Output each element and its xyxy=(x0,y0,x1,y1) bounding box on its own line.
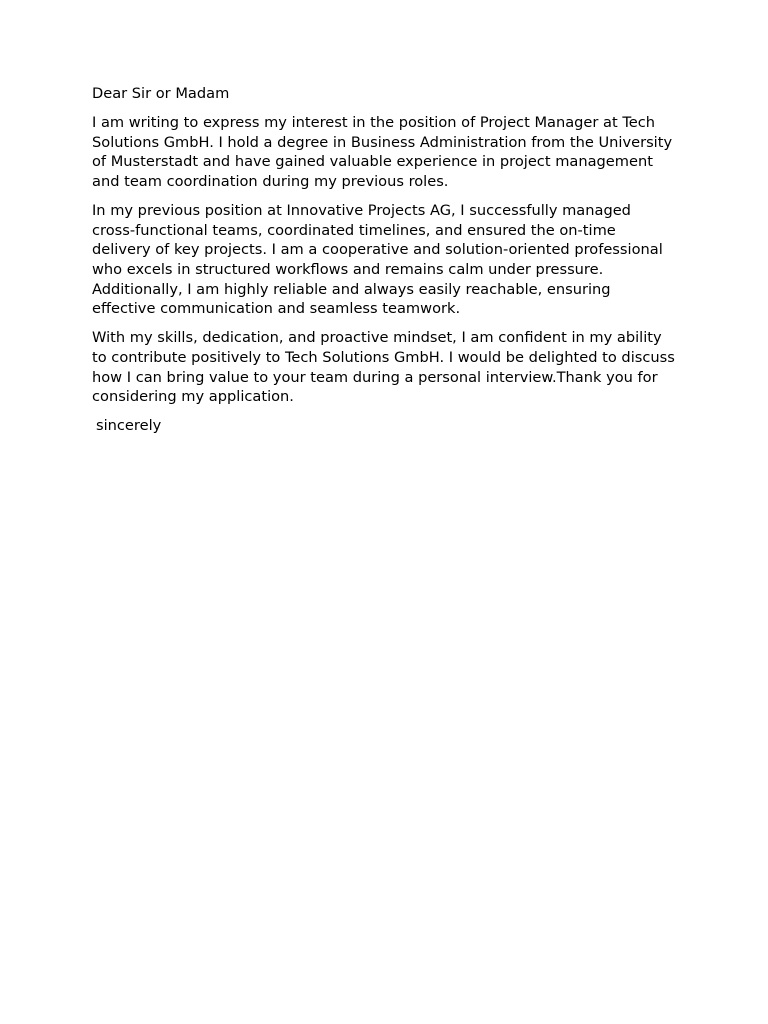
closing-line: sincerely xyxy=(96,417,162,435)
body-paragraph-2: In my previous position at Innovative Projects AG, I successfully managed cross-functional teams, coordinated timelines, and ensured the on-time delivery of key projects. I am a cooperative and solution-oriented professional who excels in structured workflows and remains calm under pressure. Additionally, I am highly reliable and always easily reachable, ensuring effective communication and seamless teamwork. xyxy=(92,202,663,318)
body-paragraph-3: With my skills, dedication, and proactive mindset, I am confident in my ability to contribute positively to Tech Solutions GmbH. I would be delighted to discuss how I can bring value to your team during a personal interview.Thank you for considering my application. xyxy=(92,329,675,406)
body-paragraph-1: I am writing to express my interest in the position of Project Manager at Tech Solutions GmbH. I hold a degree in Business Administration from the University of Musterstadt and have gained valuable experience in project management and team coordination during my previous roles. xyxy=(92,114,673,190)
cover-letter xyxy=(92,84,676,445)
salutation: Dear Sir or Madam xyxy=(92,85,230,102)
